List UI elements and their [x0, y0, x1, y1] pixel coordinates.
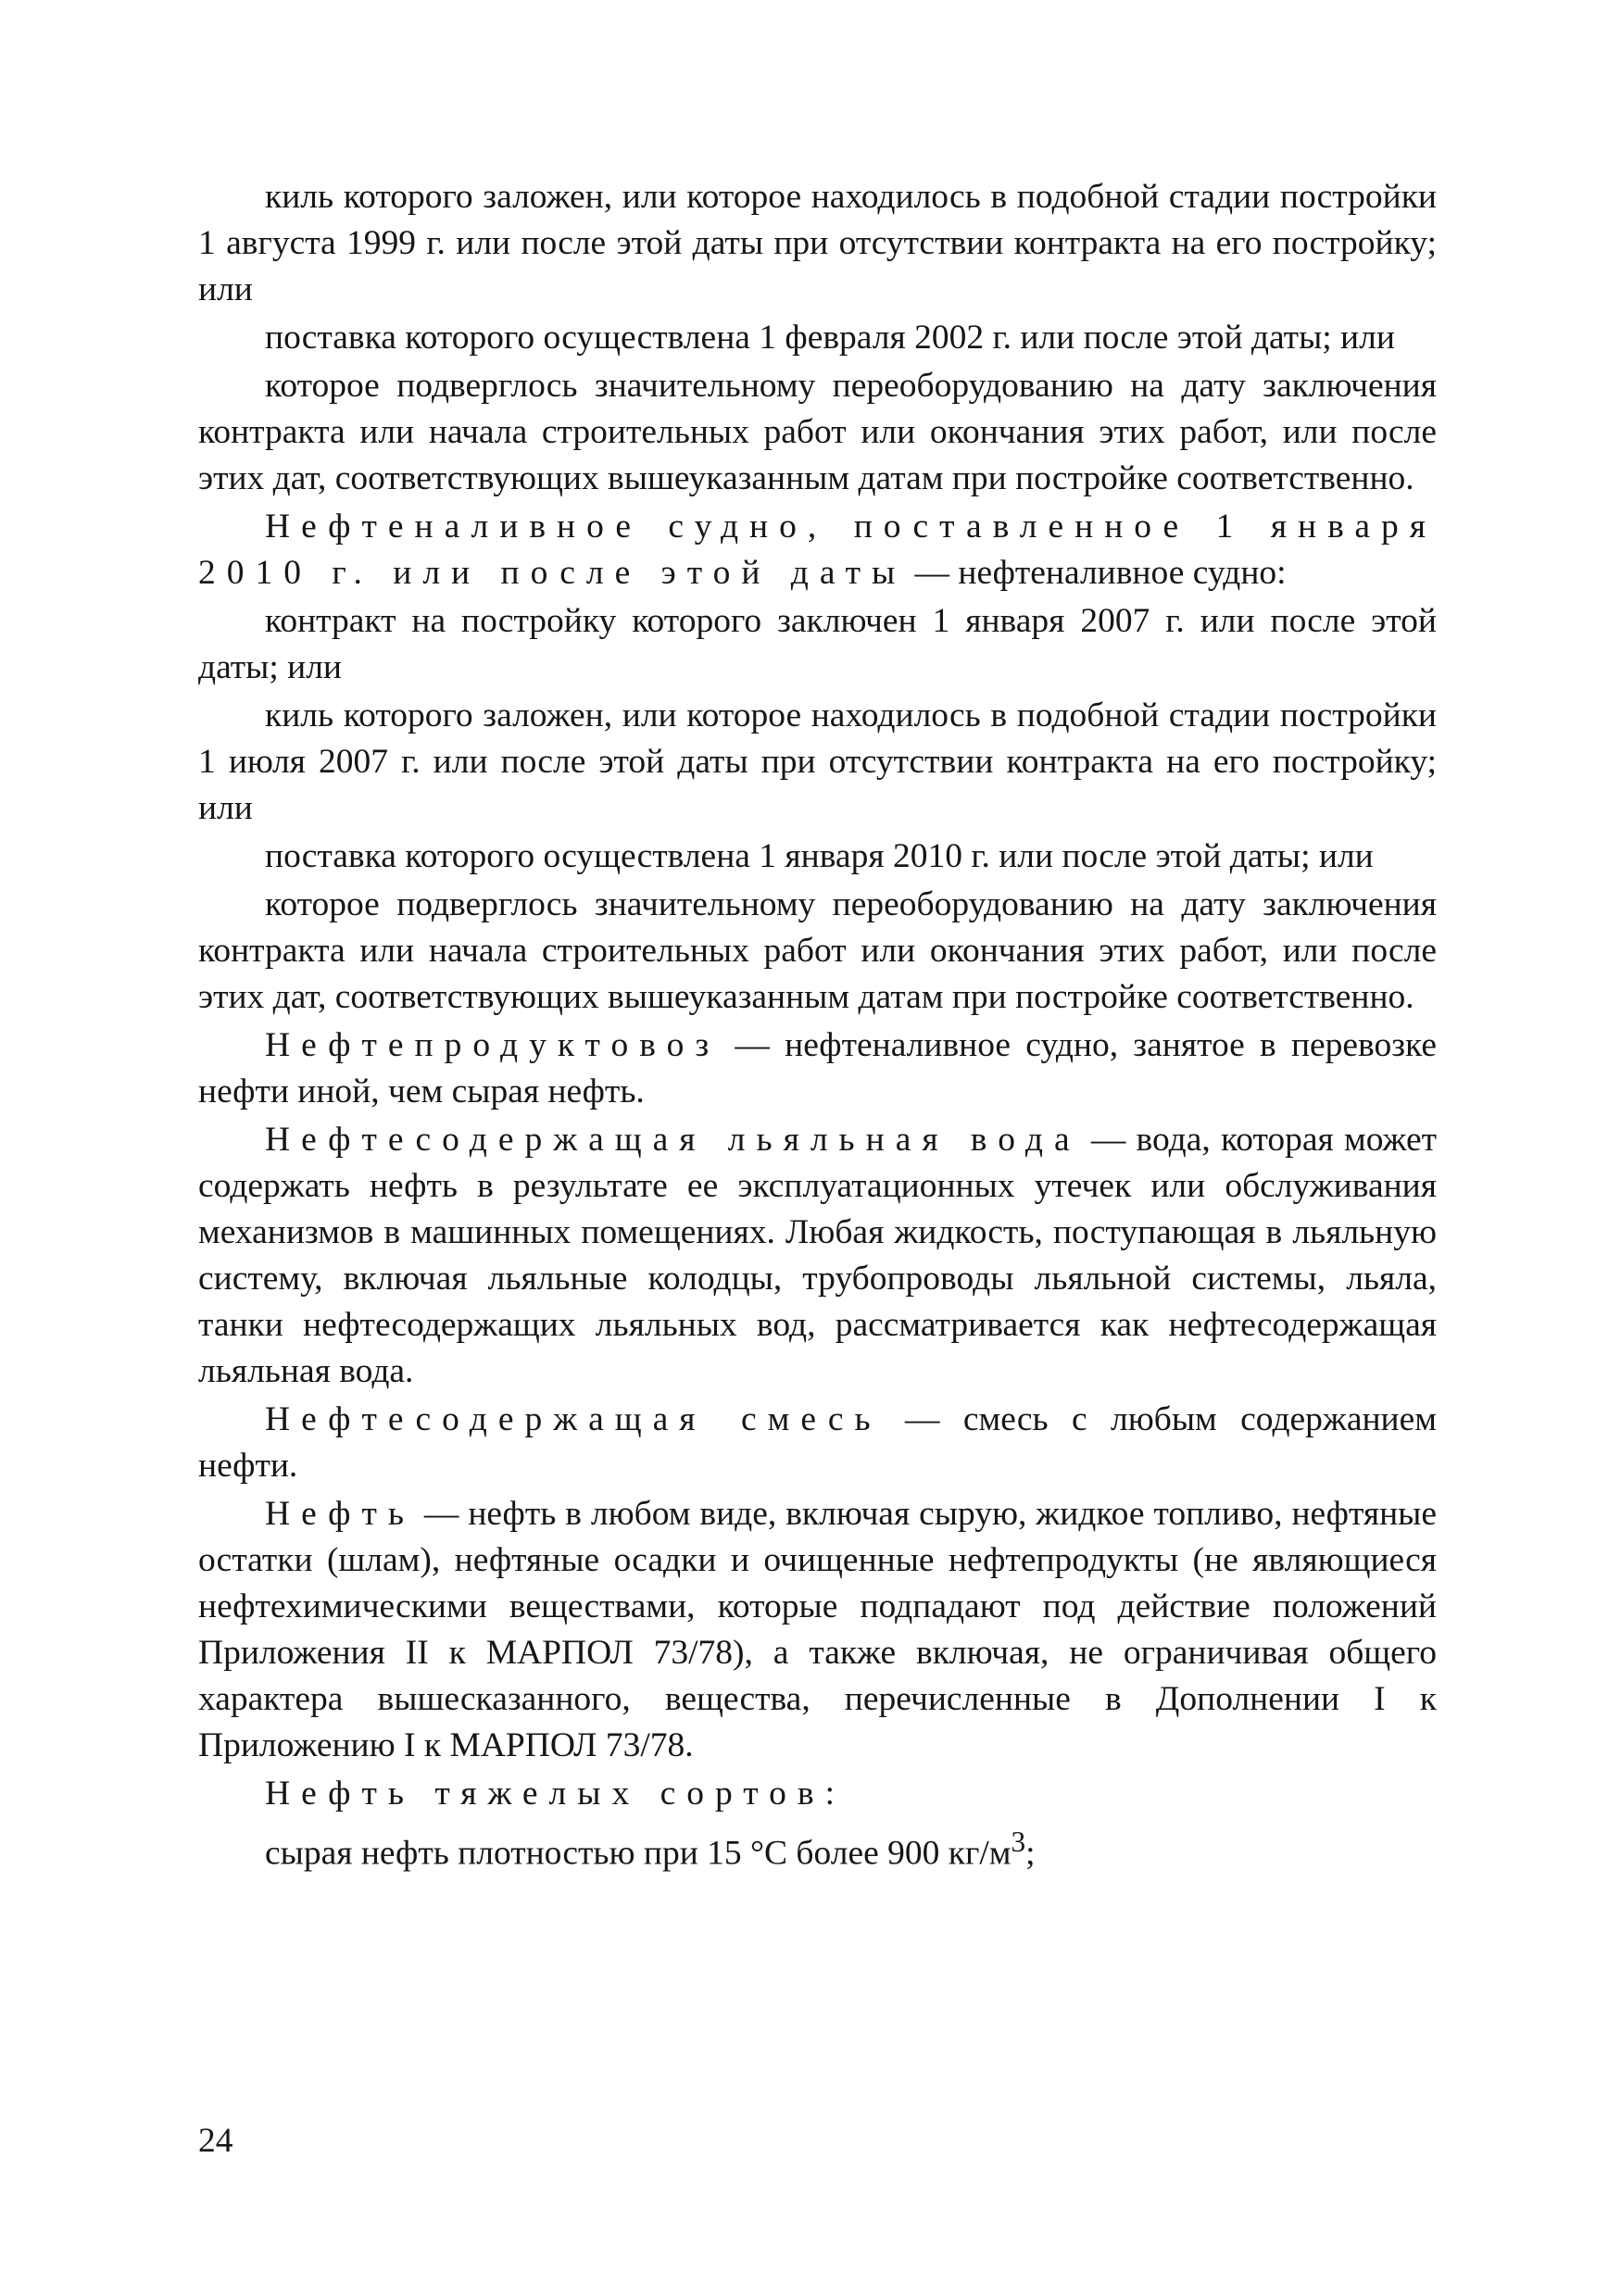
page-number: 24	[198, 2122, 233, 2160]
defined-term: Нефтеналивное судно, поставленное 1 января 2010 г. или после этой даты	[198, 508, 1437, 592]
definition-paragraph	[198, 1771, 1437, 1817]
paragraph	[198, 834, 1437, 880]
definition-text: — нефть в любом виде, включая сырую, жидкое топливо, нефтяные остатки (шлам), нефтяные осадки и очищенные нефтепродукты (не являющиеся нефтехимическими веществами, которые подпадают под действие положений Приложения II к МАРПОЛ 73/78), а также включая, не ограничивая общего характера вышесказанного, вещества, перечисленные в Дополнении I к Приложению I к МАРПОЛ 73/78.	[198, 1495, 1437, 1764]
paragraph-text: сырая нефть плотностью при 15 °С более 900 кг/м	[265, 1834, 1012, 1873]
definition-paragraph	[198, 1491, 1437, 1769]
definition-text: — смесь с любым содержанием нефти.	[198, 1400, 1437, 1485]
defined-term: Нефть тяжелых сортов:	[265, 1775, 846, 1813]
superscript: 3	[1011, 1826, 1026, 1858]
document-page	[198, 174, 1437, 1877]
paragraph-text: поставка которого осуществлена 1 февраля 2002 г. или после этой даты; или	[265, 319, 1395, 357]
paragraph-text: контракт на постройку которого заключен 1 января 2007 г. или после этой даты; или	[198, 602, 1437, 686]
paragraph-text: поставка которого осуществлена 1 января 2010 г. или после этой даты; или	[265, 837, 1374, 875]
paragraph-tail: ;	[1025, 1834, 1036, 1873]
paragraph	[198, 882, 1437, 1021]
paragraph-text: киль которого заложен, или которое находилось в подобной стадии постройки 1 августа 1999 г. или после этой даты при отсутствии контракта на его постройку; или	[198, 178, 1437, 308]
paragraph-text: киль которого заложен, или которое находилось в подобной стадии постройки 1 июля 2007 г. или после этой даты при отсутствии контракта на его постройку; или	[198, 696, 1437, 827]
definition-text: — нефтеналивное судно, занятое в перевозке нефти иной, чем сырая нефть.	[198, 1026, 1437, 1110]
paragraph	[198, 174, 1437, 313]
definition-text: — вода, которая может содержать нефть в результате ее эксплуатационных утечек или обслуживания механизмов в машинных помещениях. Любая жидкость, поступающая в льяльную систему, включая льяльные колодцы, трубопроводы льяльной системы, льяла, танки нефтесодержащих льяльных вод, рассматривается как нефтесодержащая льяльная вода.	[198, 1121, 1437, 1390]
defined-term: Нефть	[265, 1495, 415, 1533]
paragraph	[198, 598, 1437, 691]
definition-paragraph	[198, 504, 1437, 596]
paragraph-text: которое подверглось значительному переоборудованию на дату заключения контракта или начала строительных работ или окончания этих работ, или после этих дат, соответствующих вышеуказанным датам при постройке соответственно.	[198, 885, 1437, 1016]
defined-term: Нефтепродуктовоз	[265, 1026, 721, 1064]
paragraph	[198, 1819, 1437, 1877]
definition-paragraph	[198, 1117, 1437, 1395]
paragraph	[198, 315, 1437, 361]
definition-text: — нефтеналивное судно:	[906, 554, 1287, 592]
paragraph-text: которое подверглось значительному переоборудованию на дату заключения контракта или начала строительных работ или окончания этих работ, или после этих дат, соответствующих вышеуказанным датам при постройке соответственно.	[198, 367, 1437, 497]
defined-term: Нефтесодержащая смесь	[265, 1400, 882, 1438]
paragraph	[198, 363, 1437, 502]
definition-paragraph	[198, 1397, 1437, 1489]
defined-term: Нефтесодержащая льяльная вода	[265, 1121, 1081, 1159]
paragraph	[198, 693, 1437, 832]
definition-paragraph	[198, 1023, 1437, 1115]
